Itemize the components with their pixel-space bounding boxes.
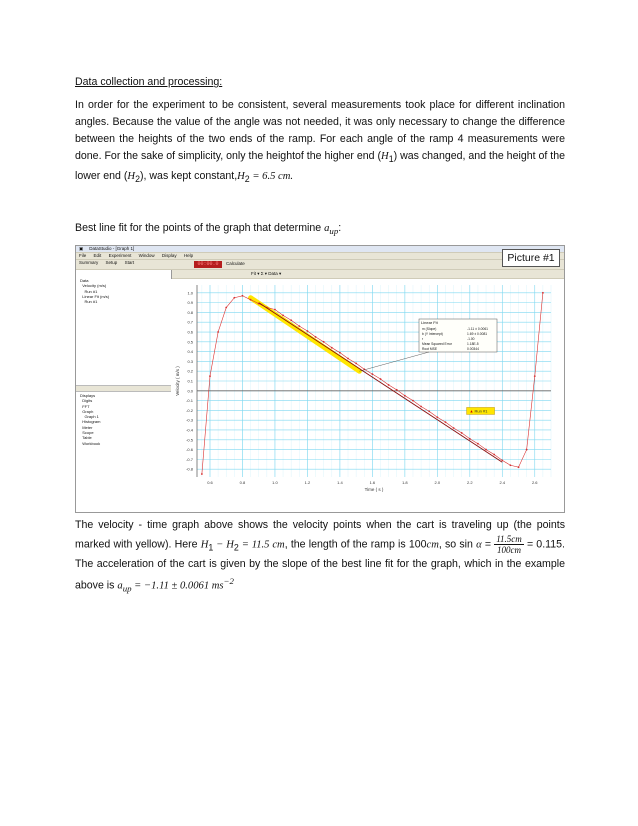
y-tick-label: 0.4: [187, 349, 193, 355]
data-point: [420, 406, 422, 408]
x-axis-label: Time ( s ): [364, 487, 384, 492]
menu-help[interactable]: Help: [183, 253, 194, 258]
math-result: = −1.11 ± 0.0061 ms: [131, 580, 224, 592]
y-tick-label: -0.6: [186, 447, 193, 453]
x-tick-label: 1.8: [402, 480, 408, 485]
math-h1-b-sub: 1: [208, 542, 214, 553]
data-point: [428, 410, 430, 412]
fit-box-param: r: [422, 337, 424, 341]
y-tick-label: 0.0: [187, 388, 193, 394]
start-button[interactable]: Start: [124, 260, 135, 265]
data-point: [526, 449, 528, 451]
data-point: [445, 421, 447, 423]
data-point: [371, 373, 373, 375]
window-title: DataStudio - [Graph 1]: [89, 246, 135, 251]
x-tick-label: 0.6: [207, 480, 213, 485]
y-tick-label: -0.1: [186, 398, 193, 404]
data-point: [412, 400, 414, 402]
menu-experiment[interactable]: Experiment: [108, 253, 132, 258]
data-point: [233, 297, 235, 299]
y-tick-label: 0.3: [187, 358, 193, 364]
data-point: [307, 330, 309, 332]
menu-file[interactable]: File: [79, 253, 87, 258]
fit-box-param: b (Y Intercept): [422, 332, 443, 336]
data-point: [339, 352, 341, 354]
run-legend-marker: ▲: [469, 408, 474, 414]
fit-box-value: 1.69 ± 0.0081: [467, 332, 488, 336]
data-point: [493, 454, 495, 456]
math-h2-eq: H: [237, 171, 245, 183]
data-point: [274, 309, 276, 311]
calculate-button[interactable]: Calculate: [226, 261, 245, 266]
x-tick-label: 1.6: [369, 480, 376, 485]
data-point: [355, 362, 357, 364]
y-tick-label: 0.1: [187, 378, 193, 384]
menu-bar: [76, 253, 564, 260]
y-axis-label: Velocity ( m/s ): [175, 366, 180, 396]
data-point: [242, 295, 244, 297]
math-h1-b: H: [200, 539, 209, 551]
p1-text-1: In order for the experiment to be consistent, several measurements took place for different inclination angles. Because the value of the angle was not needed, it was only necessary to change the difference between the heights of the two ends of the ramp. For each angle of the ramp 4 measurements were done. For the sake of simplicity, only the heightof the higher end (: [75, 99, 565, 162]
data-point: [542, 292, 544, 294]
data-point: [485, 449, 487, 451]
p3-text-3: , so sin: [438, 538, 477, 551]
math-fraction: [494, 534, 524, 555]
math-a-sub: up: [329, 226, 339, 237]
menu-window[interactable]: Window: [138, 253, 155, 258]
p3-text-1: The velocity - time graph above shows the velocity points when the cart is traveling up (the points marked with yellow). Here: [75, 519, 565, 551]
x-tick-label: 2.6: [531, 480, 538, 485]
data-point: [534, 375, 536, 377]
data-summary-pane: [76, 270, 172, 512]
fit-box-value: -1.00: [467, 337, 475, 341]
p3-text-4: = 0.115. The acceleration of the cart is given by the slope of the best line fit for the graph, which in the example above is: [75, 538, 565, 592]
y-tick-label: 0.6: [187, 329, 193, 335]
y-tick-label: 0.9: [187, 300, 193, 306]
p1-text-2: ) was changed, and the height of the lower end (: [75, 150, 565, 183]
data-point: [469, 438, 471, 440]
math-alpha: α: [476, 539, 482, 551]
math-a-b-sub: up: [122, 584, 132, 595]
data-point: [404, 395, 406, 397]
picture-label: Picture #1: [502, 249, 560, 267]
x-tick-label: 0.8: [239, 480, 246, 485]
data-point: [290, 319, 292, 321]
data-point: [323, 341, 325, 343]
displays-tree[interactable]: Displays Digits FFT Graph Graph 1 Histogram Meter Scope Table Workbook: [80, 393, 101, 446]
main-toolbar: [76, 260, 564, 270]
y-tick-label: 0.7: [187, 319, 193, 325]
data-point: [380, 378, 382, 380]
math-h2-value: = 6.5 cm.: [249, 171, 294, 183]
data-tree[interactable]: Data Velocity (m/s) Run #1 Linear Fit (m/s) Run #1: [80, 278, 110, 305]
menu-display[interactable]: Display: [161, 253, 177, 258]
math-diff-value: = 11.5 cm: [238, 539, 285, 551]
math-cm: cm: [426, 539, 439, 551]
app-icon: ▣: [79, 246, 84, 251]
p3-text-2: , the length of the ramp is 100: [284, 538, 427, 551]
data-point: [347, 358, 349, 360]
math-a: a: [324, 223, 330, 234]
run-legend-label: Run #1: [474, 408, 488, 414]
datastudio-screenshot: [75, 245, 565, 513]
fit-box-param: Mean Squared Error: [422, 342, 452, 346]
data-point: [298, 325, 300, 327]
summary-button[interactable]: Summary: [79, 260, 99, 265]
data-point: [461, 432, 463, 434]
data-point: [518, 466, 520, 468]
data-point: [436, 416, 438, 418]
data-point: [209, 375, 211, 377]
fraction-numerator: 11.5cm: [496, 534, 522, 544]
math-h2-sub: 2: [135, 174, 140, 185]
y-tick-label: -0.4: [186, 427, 193, 433]
fraction-denominator: 100cm: [496, 545, 521, 555]
pane-separator[interactable]: [76, 385, 171, 392]
x-tick-label: 2.0: [434, 480, 441, 485]
y-tick-label: -0.8: [186, 466, 193, 472]
fit-box-param: Root MSE: [422, 347, 438, 351]
setup-button[interactable]: Setup: [105, 260, 118, 265]
graph-toolbar: [171, 270, 564, 279]
y-tick-label: -0.7: [186, 456, 193, 462]
timer-display: 00:00.0: [194, 261, 222, 268]
math-minus-h2: − H: [213, 539, 234, 551]
velocity-time-chart[interactable]: [171, 279, 564, 512]
math-h2: H: [127, 171, 136, 183]
data-point: [217, 331, 219, 333]
data-point: [477, 443, 479, 445]
p2-text-2: :: [338, 222, 342, 234]
graph-toolbar-menus[interactable]: Fit ▾ Σ ▾ Data ▾: [251, 271, 282, 276]
paragraph-best-line-fit: [75, 220, 565, 240]
y-tick-label: -0.3: [186, 417, 193, 423]
fit-box-value: 1.18E-5: [467, 342, 479, 346]
x-tick-label: 2.2: [467, 480, 473, 485]
math-exponent: −2: [223, 576, 234, 587]
math-h1: H: [381, 151, 389, 162]
math-h1-sub: 1: [388, 154, 394, 165]
y-tick-label: 0.5: [187, 339, 193, 345]
data-point: [201, 473, 203, 475]
window-titlebar: [76, 246, 564, 253]
data-point: [396, 389, 398, 391]
paragraph-analysis: [75, 517, 565, 598]
fit-box-value: -1.11 ± 0.0061: [467, 327, 488, 331]
data-point: [510, 464, 512, 466]
y-tick-label: 0.8: [187, 309, 193, 315]
data-point: [315, 336, 317, 338]
p2-text-1: Best line fit for the points of the graph that determine: [75, 222, 325, 234]
fit-box-title: Linear Fit: [421, 320, 438, 325]
fit-box-param: m (Slope): [422, 327, 437, 331]
x-tick-label: 1.2: [304, 480, 311, 485]
data-point: [331, 347, 333, 349]
data-point: [388, 384, 390, 386]
paragraph-data-collection: [75, 97, 565, 188]
p1-text-3: ), was kept constant,: [139, 170, 238, 183]
fit-box-value: 0.00344: [467, 347, 479, 351]
menu-edit[interactable]: Edit: [93, 253, 102, 258]
y-tick-label: -0.5: [186, 437, 193, 443]
data-point: [225, 307, 227, 309]
x-tick-label: 1.0: [272, 480, 278, 485]
math-eq-sign: =: [481, 538, 495, 551]
y-tick-label: 1.0: [187, 290, 193, 296]
data-point: [282, 314, 284, 316]
y-tick-label: 0.2: [187, 368, 193, 374]
x-tick-label: 1.4: [337, 480, 343, 485]
x-tick-label: 2.4: [499, 480, 506, 485]
data-point: [453, 427, 455, 429]
math-h2-eq-sub: 2: [244, 174, 250, 185]
data-point: [250, 299, 252, 301]
graph-area[interactable]: [171, 279, 564, 512]
section-heading: Data collection and processing:: [75, 76, 223, 88]
math-a-b: a: [117, 580, 123, 592]
y-tick-label: -0.2: [186, 407, 193, 413]
data-point: [501, 459, 503, 461]
math-h2-b-sub: 2: [233, 542, 239, 553]
